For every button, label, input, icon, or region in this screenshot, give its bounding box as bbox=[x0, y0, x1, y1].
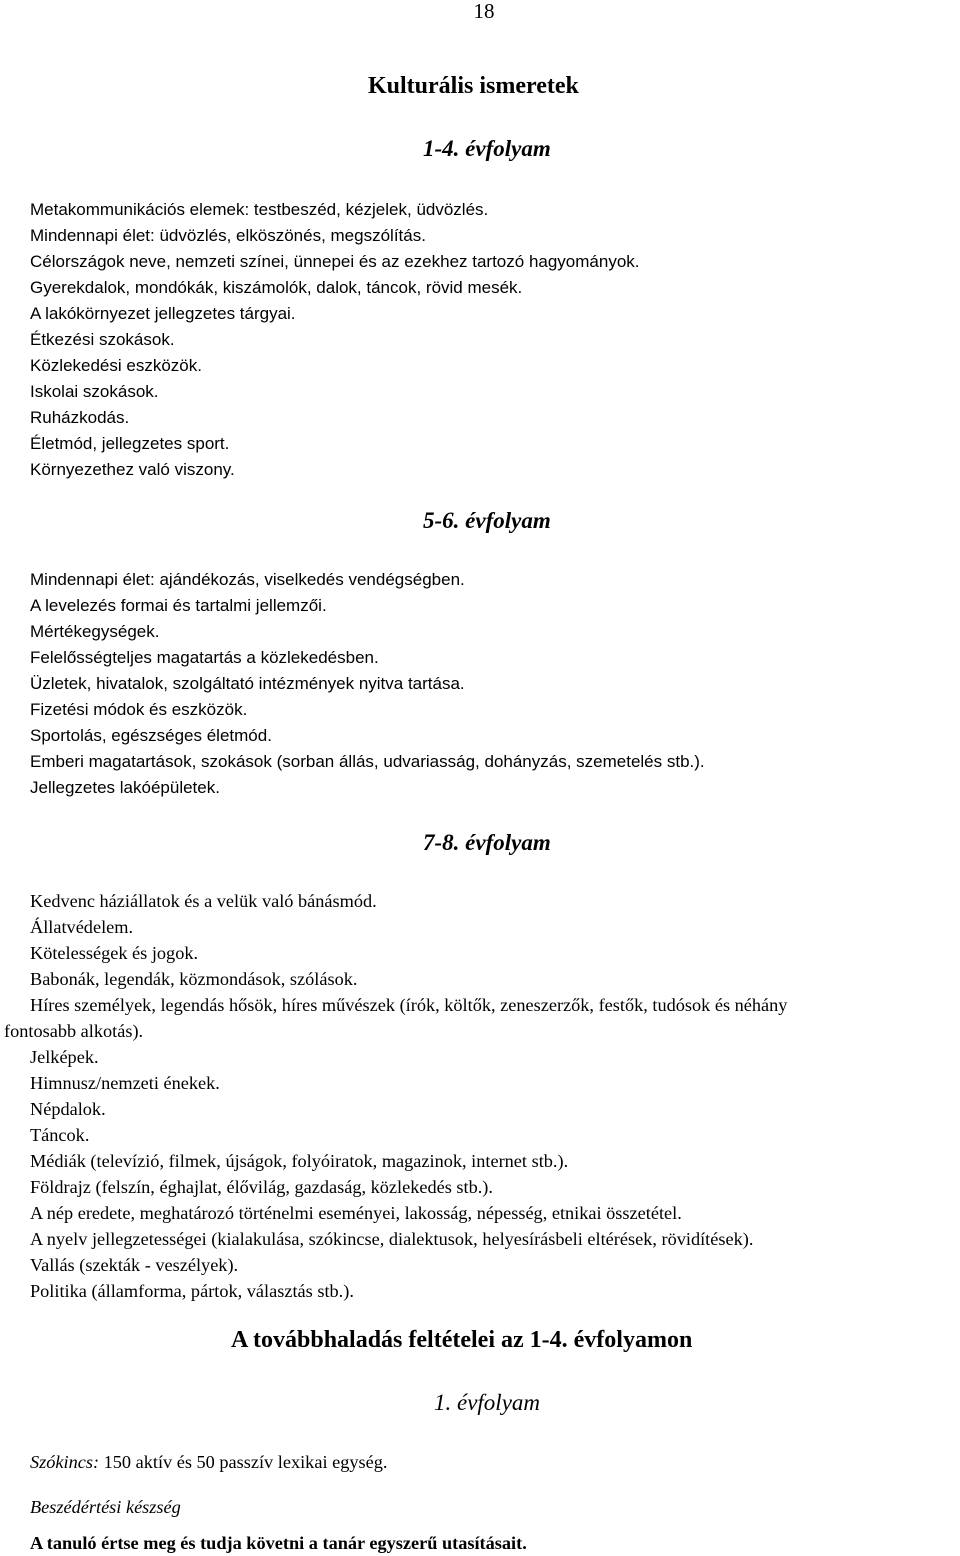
list-item: Üzletek, hivatalok, szolgáltató intézmények nyitva tartása. bbox=[30, 674, 465, 693]
list-item: Étkezési szokások. bbox=[30, 330, 175, 349]
list-item: Ruházkodás. bbox=[30, 408, 130, 427]
list-item: A nyelv jellegzetességei (kialakulása, szókincse, dialektusok, helyesírásbeli eltérések, rövidítések). bbox=[30, 1229, 754, 1249]
list-item: Híres személyek, legendás hősök, híres művészek (írók, költők, zeneszerzők, festők, tudósok és néhány bbox=[30, 995, 788, 1015]
list-item: Mindennapi élet: ajándékozás, viselkedés vendégségben. bbox=[30, 570, 465, 589]
page-number: 18 bbox=[473, 0, 495, 23]
list-item: Környezethez való viszony. bbox=[30, 460, 235, 479]
list-item: Táncok. bbox=[30, 1125, 90, 1145]
list-item: Állatvédelem. bbox=[30, 917, 134, 937]
list-item: Életmód, jellegzetes sport. bbox=[30, 434, 230, 453]
list-item: A nép eredete, meghatározó történelmi eseményei, lakosság, népesség, etnikai összetétel. bbox=[30, 1203, 682, 1223]
list-item: Célországok neve, nemzeti színei, ünnepei és az ezekhez tartozó hagyományok. bbox=[30, 252, 640, 271]
page-title: Kulturális ismeretek bbox=[368, 73, 579, 99]
list-item: Médiák (televízió, filmek, újságok, folyóiratok, magazinok, internet stb.). bbox=[30, 1151, 569, 1171]
list-item: A lakókörnyezet jellegzetes tárgyai. bbox=[30, 304, 296, 323]
list-item: Mindennapi élet: üdvözlés, elköszönés, megszólítás. bbox=[30, 226, 426, 245]
list-item: Közlekedési eszközök. bbox=[30, 356, 202, 375]
vocabulary-label: Szókincs: bbox=[30, 1452, 100, 1472]
section-heading-1-4: 1-4. évfolyam bbox=[423, 136, 551, 161]
skill-text: A tanuló értse meg és tudja követni a tanár egyszerű utasításait. bbox=[30, 1533, 527, 1553]
section-list-1-4 bbox=[30, 197, 640, 483]
list-item: Fizetési módok és eszközök. bbox=[30, 700, 248, 719]
list-item: Gyerekdalok, mondókák, kiszámolók, dalok, táncok, rövid mesék. bbox=[30, 278, 523, 297]
vocabulary-line bbox=[30, 1449, 387, 1475]
list-item: Mértékegységek. bbox=[30, 622, 160, 641]
vocabulary-text: 150 aktív és 50 passzív lexikai egység. bbox=[99, 1452, 388, 1472]
list-item: Kedvenc háziállatok és a velük való bánásmód. bbox=[30, 891, 377, 911]
list-item: Vallás (szekták - veszélyek). bbox=[30, 1255, 239, 1275]
list-item: Kötelességek és jogok. bbox=[30, 943, 199, 963]
list-item: Politika (államforma, pártok, választás stb.). bbox=[30, 1281, 354, 1301]
list-item: Jelképek. bbox=[30, 1047, 99, 1067]
list-item: Földrajz (felszín, éghajlat, élővilág, gazdaság, közlekedés stb.). bbox=[30, 1177, 493, 1197]
list-item: A levelezés formai és tartalmi jellemzői. bbox=[30, 596, 327, 615]
progression-title: A továbbhaladás feltételei az 1-4. évfolyamon bbox=[231, 1327, 693, 1353]
list-item: Emberi magatartások, szokások (sorban állás, udvariasság, dohányzás, szemetelés stb.). bbox=[30, 752, 705, 771]
section-list-5-6 bbox=[30, 567, 705, 801]
section-list-7-8 bbox=[4, 888, 788, 1304]
section-heading-5-6: 5-6. évfolyam bbox=[423, 508, 551, 533]
grade-heading: 1. évfolyam bbox=[434, 1390, 541, 1415]
list-item: fontosabb alkotás). bbox=[4, 1021, 144, 1041]
list-item: Iskolai szokások. bbox=[30, 382, 159, 401]
list-item: Népdalok. bbox=[30, 1099, 106, 1119]
list-item: Jellegzetes lakóépületek. bbox=[30, 778, 220, 797]
skill-label: Beszédértési készség bbox=[30, 1497, 181, 1517]
list-item: Babonák, legendák, közmondások, szólások. bbox=[30, 969, 358, 989]
list-item: Felelősségteljes magatartás a közlekedésben. bbox=[30, 648, 379, 667]
list-item: Metakommunikációs elemek: testbeszéd, kézjelek, üdvözlés. bbox=[30, 200, 489, 219]
list-item: Sportolás, egészséges életmód. bbox=[30, 726, 272, 745]
list-item: Himnusz/nemzeti énekek. bbox=[30, 1073, 220, 1093]
section-heading-7-8: 7-8. évfolyam bbox=[423, 830, 551, 855]
